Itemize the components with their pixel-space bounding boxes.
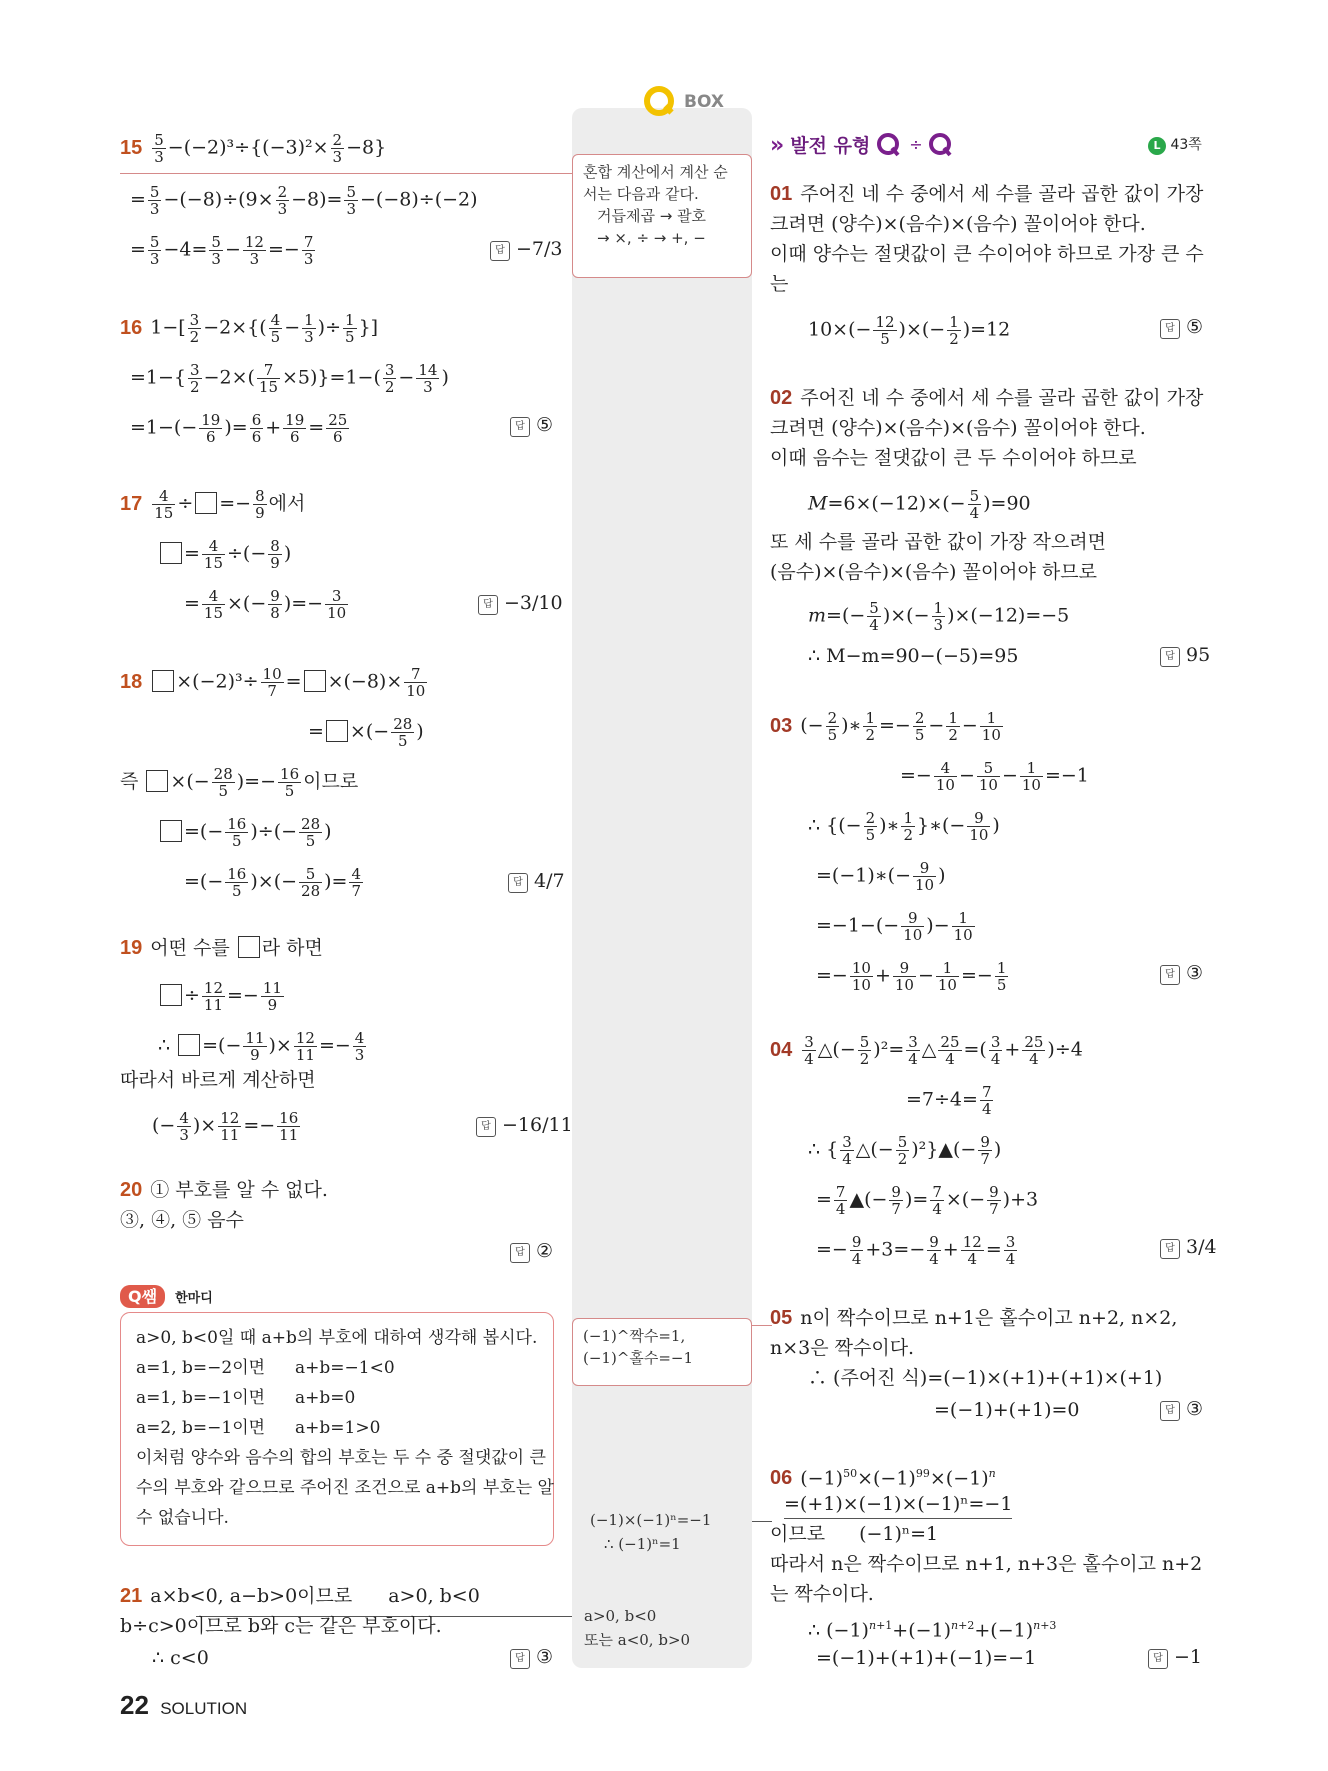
answer-01: 답 ⑤ <box>1160 316 1203 339</box>
problem-05-line2: n×3은 짝수이다. <box>770 1337 915 1359</box>
page-number: 22 <box>120 1690 149 1720</box>
tip-line7: 수 없습니다. <box>136 1508 229 1528</box>
note-power-result: (−1)×(−1)ⁿ=−1 ∴ (−1)ⁿ=1 <box>590 1511 712 1553</box>
problem-03-line2: =− $\frac{4}{10}$ − $\frac{5}{10}$ − $\frac{1}{10}$ =−1 <box>900 759 1089 794</box>
problem-21-line2: b÷c>0이므로 b와 c는 같은 부호이다. <box>120 1615 442 1637</box>
problem-02-line5: 또 세 수를 골라 곱한 값이 가장 작으려면 <box>770 531 1106 553</box>
problem-05-line4: =(−1)+(+1)=0 <box>934 1399 1080 1421</box>
page-reference: L 43쪽 <box>1148 134 1202 155</box>
note-power-parity: (−1)^짝수=1, (−1)^홀수=−1 <box>572 1318 752 1386</box>
problem-02-line6: (음수)×(음수)×(음수) 꼴이어야 하므로 <box>770 561 1097 583</box>
problem-15-line2: = $\frac{5}{3}$ −(−8)÷(9× $\frac{2}{3}$ −8)= $\frac{5}{3}$ −(−8)÷(−2) <box>130 183 478 218</box>
answer-20: 답 ② <box>510 1240 553 1263</box>
problem-05-line3: ∴ (주어진 식)=(−1)×(+1)+(+1)×(+1) <box>808 1367 1163 1389</box>
problem-06-line4: 따라서 n은 짝수이므로 n+1, n+3은 홀수이고 n+2 <box>770 1553 1203 1575</box>
problem-06-line2: =(+1)×(−1)×(−1)ⁿ=−1 <box>784 1490 1012 1519</box>
problem-17-line1: 17 $\frac{4}{15}$ ÷ =− $\frac{8}{9}$ 에서 <box>120 487 306 522</box>
problem-02-line7: m=(− $\frac{5}{4}$ )×(− $\frac{1}{3}$ )×(−12)=−5 <box>808 599 1070 634</box>
problem-03-line3: ∴ {(− $\frac{2}{5}$ )∗ $\frac{1}{2}$ }∗(− $\frac{9}{10}$ ) <box>808 809 1000 844</box>
section-title: 발전 유형 <box>790 135 871 157</box>
problem-18-line2: = ×(− $\frac{28}{5}$ ) <box>308 715 424 750</box>
double-chevron-icon: » <box>770 133 785 158</box>
problem-03-line5: =−1−(− $\frac{9}{10}$ )− $\frac{1}{10}$ <box>816 909 973 944</box>
answer-18: 답 4/7 <box>508 870 565 893</box>
problem-01-line4: 는 <box>770 273 789 295</box>
problem-06-line6: ∴ $(-1)^{n+1}+(-1)^{n+2}+(-1)^{n+3}$ <box>808 1619 1057 1642</box>
note-sign-cases: a>0, b<0 또는 a<0, b>0 <box>584 1607 691 1649</box>
problem-19-line5: (− $\frac{4}{3}$ )× $\frac{12}{11}$ =− $\frac{16}{11}$ <box>152 1109 299 1144</box>
problem-18-line3: 즉 ×(− $\frac{28}{5}$ )=− $\frac{16}{5}$ 이므로 <box>120 765 359 800</box>
problem-02-line1: 02 주어진 네 수 중에서 세 수를 골라 곱한 값이 가장 <box>770 387 1204 409</box>
problem-15-line1: 15 $\frac{5}{3}$ −(−2)³÷{(−3)²× $\frac{2}{3}$ −8} <box>120 131 387 166</box>
tip-line2: a=1, b=−2이면 a+b=−1<0 <box>136 1358 395 1378</box>
answer-03: 답 ③ <box>1160 962 1203 985</box>
problem-05-line1: 05 n이 짝수이므로 n+1은 홀수이고 n+2, n×2, <box>770 1307 1178 1329</box>
problem-02-line3: 이때 음수는 절댓값이 큰 두 수이어야 하므로 <box>770 447 1137 469</box>
problem-21-line1: 21 a×b<0, a−b>0이므로 a>0, b<0 <box>120 1585 480 1607</box>
answer-05: 답 ③ <box>1160 1398 1203 1421</box>
problem-06-line7: =(−1)+(+1)+(−1)=−1 <box>816 1647 1037 1669</box>
problem-04-line4: = $\frac{7}{4}$ ▲(− $\frac{9}{7}$ )= $\frac{7}{4}$ ×(− $\frac{9}{7}$ )+3 <box>816 1183 1039 1218</box>
l-badge-icon: L <box>1148 137 1166 155</box>
svg-text:÷: ÷ <box>909 135 924 154</box>
answer-06: 답 −1 <box>1148 1646 1202 1669</box>
problem-16-line2: =1−{ $\frac{3}{2}$ −2×( $\frac{7}{15}$ ×5)}=1−( $\frac{3}{2}$ − $\frac{14}{3}$ ) <box>130 361 449 396</box>
problem-06-line5: 는 짝수이다. <box>770 1583 874 1605</box>
tip-line3: a=1, b=−1이면 a+b=0 <box>136 1388 356 1408</box>
problem-03-line1: 03 (− $\frac{2}{5}$ )∗ $\frac{1}{2}$ =− $\frac{2}{5}$ − $\frac{1}{2}$ − $\frac{1}{10}$ <box>770 709 1001 744</box>
answer-15: 답 −7/3 <box>490 238 563 261</box>
problem-18-line1: 18 ×(−2)³÷ $\frac{10}{7}$ = ×(−8)× $\frac{7}{10}$ <box>120 665 426 700</box>
box-column <box>572 108 752 1668</box>
problem-01-line1: 01 주어진 네 수 중에서 세 수를 골라 곱한 값이 가장 <box>770 183 1204 205</box>
tip-label: Q쌤 한마디 <box>120 1284 213 1307</box>
problem-04-line3: ∴ { $\frac{3}{4}$ △(− $\frac{5}{2}$ )²}▲(− $\frac{9}{7}$ ) <box>808 1133 1002 1168</box>
q-logo-icon <box>642 84 678 120</box>
answer-17: 답 −3/10 <box>478 592 563 615</box>
problem-20-line1: 20 ① 부호를 알 수 없다. <box>120 1179 328 1201</box>
problem-19-line1: 19 어떤 수를 라 하면 <box>120 937 323 959</box>
problem-17-line2: = $\frac{4}{15}$ ÷(− $\frac{8}{9}$ ) <box>158 538 291 571</box>
box-logo <box>642 84 724 120</box>
problem-01-line5: 10×(− $\frac{12}{5}$ )×(− $\frac{1}{2}$ )=12 <box>808 313 1011 348</box>
problem-03-line6: =− $\frac{10}{10}$ + $\frac{9}{10}$ − $\frac{1}{10}$ =− $\frac{1}{5}$ <box>816 959 1007 994</box>
problem-04-line5: =− $\frac{9}{4}$ +3=− $\frac{9}{4}$ + $\frac{12}{4}$ = $\frac{3}{4}$ <box>816 1233 1016 1268</box>
problem-16-line3: =1−(− $\frac{19}{6}$ )= $\frac{6}{6}$ + $\frac{19}{6}$ = $\frac{25}{6}$ <box>130 411 348 446</box>
tip-line6: 수의 부호와 같으므로 주어진 조건으로 a+b의 부호는 알 <box>136 1478 554 1498</box>
problem-16-line1: 16 1−[ $\frac{3}{2}$ −2×{( $\frac{4}{5}$ − $\frac{1}{3}$ )÷ $\frac{1}{5}$ }] <box>120 311 379 346</box>
answer-21: 답 ③ <box>510 1646 553 1669</box>
answer-19: 답 −16/11 <box>476 1114 573 1137</box>
problem-04-line2: =7÷4= $\frac{7}{4}$ <box>906 1083 992 1118</box>
answer-04: 답 3/4 <box>1160 1236 1217 1259</box>
problem-19-line2: ÷ $\frac{12}{11}$ =− $\frac{11}{9}$ <box>158 980 286 1013</box>
problem-18-line5: =(− $\frac{16}{5}$ )×(− $\frac{5}{28}$ )= $\frac{4}{7}$ <box>184 865 362 900</box>
page-footer <box>120 1690 247 1721</box>
problem-02-line4: M=6×(−12)×(− $\frac{5}{4}$ )=90 <box>808 487 1031 522</box>
answer-16: 답 ⑤ <box>510 414 553 437</box>
problem-19-line4: 따라서 바르게 계산하면 <box>120 1069 316 1091</box>
note-order-of-operations: 혼합 계산에서 계산 순 서는 다음과 같다. 거듭제곱 → 괄호 → ×, ÷ → +, − <box>572 154 752 278</box>
problem-15-line3: = $\frac{5}{3}$ −4= $\frac{5}{3}$ − $\frac{12}{3}$ =− $\frac{7}{3}$ <box>130 233 314 268</box>
problem-06-line3: 이므로 (−1)ⁿ=1 <box>770 1523 939 1545</box>
problem-20-line2: ③, ④, ⑤ 음수 <box>120 1209 244 1231</box>
problem-01-line3: 이때 양수는 절댓값이 큰 수이어야 하므로 가장 큰 수 <box>770 243 1204 265</box>
problem-21-line3: ∴ c<0 <box>152 1647 209 1669</box>
problem-04-line1: 04 $\frac{3}{4}$ △(− $\frac{5}{2}$ )²= $\frac{3}{4}$ △ $\frac{25}{4}$ =( $\frac{3}{4}$ + $\frac{25}{4}$ )÷4 <box>770 1033 1083 1068</box>
footer-label: SOLUTION <box>160 1699 248 1718</box>
section-header <box>770 130 956 158</box>
box-label: BOX <box>684 92 724 112</box>
problem-19-line3: ∴ =(− $\frac{11}{9}$ )× $\frac{12}{11}$ =− $\frac{4}{3}$ <box>158 1029 365 1064</box>
problem-01-line2: 크려면 (양수)×(음수)×(음수) 꼴이어야 한다. <box>770 213 1146 235</box>
problem-17-line3: = $\frac{4}{15}$ ×(− $\frac{9}{8}$ )=− $\frac{3}{10}$ <box>184 587 347 622</box>
problem-06-line1: 06 $(-1)^{50}\times(-1)^{99}\times(-1)^n$ <box>770 1467 996 1490</box>
tip-line1: a>0, b<0일 때 a+b의 부호에 대하여 생각해 봅시다. <box>136 1328 538 1348</box>
problem-02-line8: ∴ M−m=90−(−5)=95 <box>808 645 1019 667</box>
q-and-q-icon <box>876 130 956 158</box>
problem-02-line2: 크려면 (양수)×(음수)×(음수) 꼴이어야 한다. <box>770 417 1146 439</box>
tip-line4: a=2, b=−1이면 a+b=1>0 <box>136 1418 381 1438</box>
problem-18-line4: =(− $\frac{16}{5}$ )÷(− $\frac{28}{5}$ ) <box>158 816 332 849</box>
problem-03-line4: =(−1)∗(− $\frac{9}{10}$ ) <box>816 859 946 894</box>
answer-02: 답 95 <box>1160 644 1210 667</box>
tip-line5: 이처럼 양수와 음수의 합의 부호는 두 수 중 절댓값이 큰 <box>136 1448 546 1468</box>
